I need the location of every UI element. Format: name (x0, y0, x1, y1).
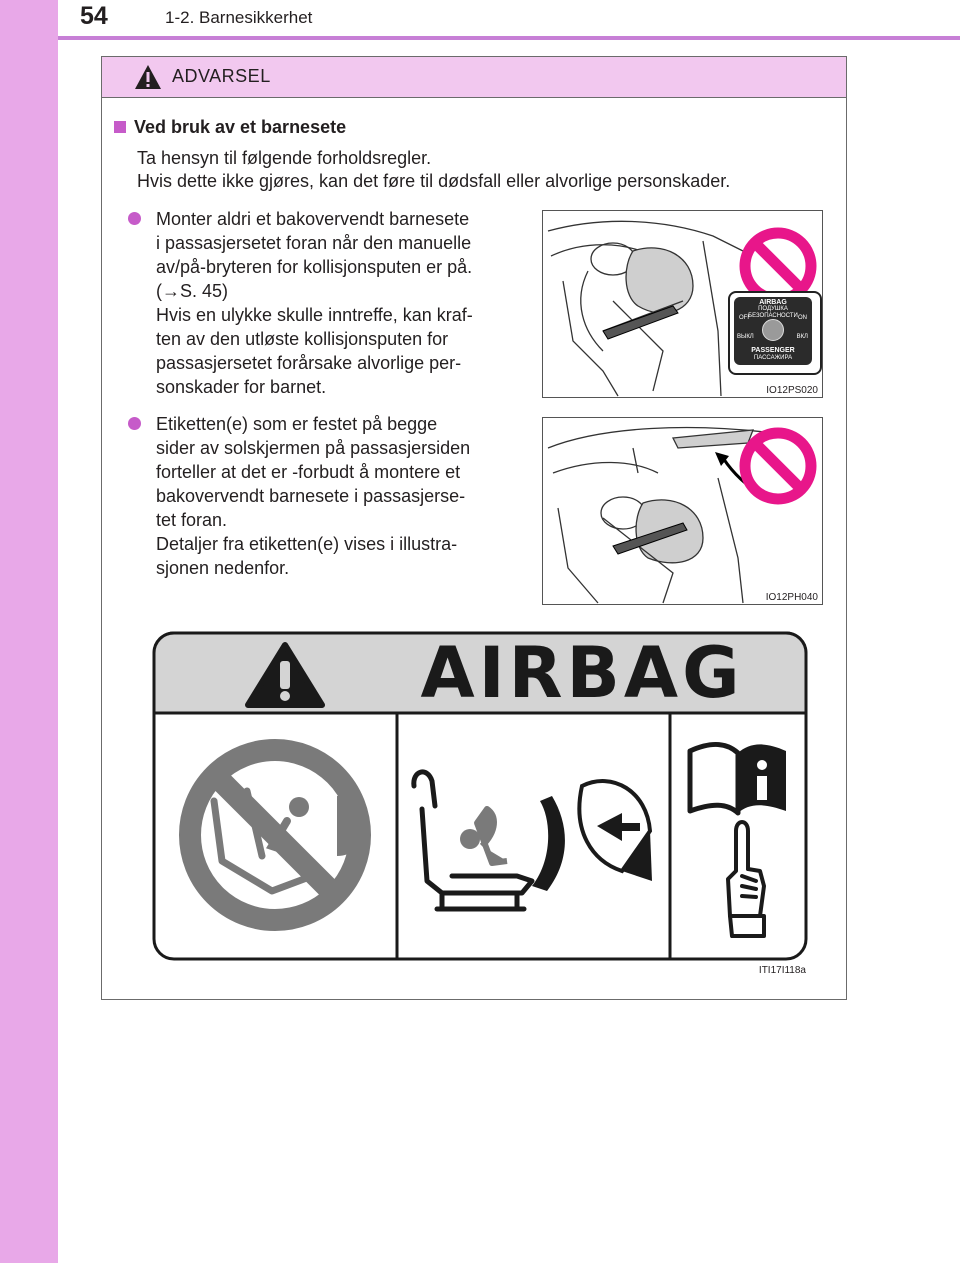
bullet-sunvisor-labels (128, 412, 523, 580)
bullet-rear-facing (128, 207, 523, 399)
switch-title: AIRBAG (759, 299, 787, 306)
switch-subtitle: ПОДУШКА БЕЗОПАСНОСТИ (748, 306, 798, 319)
bullet2-line: bakovervendt barnesete i passasjerse- (156, 486, 466, 506)
bullet1-line: ten av den utløste kollisjonsputen for (156, 329, 449, 349)
page-reference[interactable]: (→S. 45) (156, 281, 229, 301)
bullet2-line: sider av solskjermen på passasjersiden (156, 438, 471, 458)
side-tab (0, 0, 58, 1263)
switch-passenger: PASSENGER (751, 347, 795, 354)
figure-code: IO12PH040 (765, 592, 818, 603)
subheading: Ved bruk av et barnesete (114, 117, 346, 138)
figure-sunvisor (542, 417, 823, 605)
section-title: 1-2. Barnesikkerhet (165, 8, 313, 27)
switch-on-ru: ВКЛ (796, 334, 808, 340)
airbag-warning-label (152, 631, 808, 961)
switch-off: OFF (739, 315, 751, 321)
warning-box (101, 56, 847, 1000)
figure-rear-facing-seat (542, 210, 823, 398)
info-book-icon (690, 744, 786, 813)
switch-off-ru: ВЫКЛ (737, 334, 754, 340)
bullet1-line: i passasjersetet foran når den manuelle (156, 233, 472, 253)
intro-line-1: Ta hensyn til følgende forholdsregler. (137, 148, 432, 168)
switch-on: ON (798, 315, 807, 321)
round-bullet-icon (128, 212, 141, 225)
bullet1-line: Monter aldri et bakovervendt barnesete (156, 209, 470, 229)
warning-label: ADVARSEL (172, 66, 271, 86)
figure-code: ITI17I118a (758, 965, 806, 976)
warning-header (102, 57, 846, 98)
round-bullet-icon (128, 417, 141, 430)
intro-line-2: Hvis dette ikke gjøres, kan det føre til dødsfall eller alvorlige personskader. (137, 171, 731, 191)
prohibition-icon (738, 426, 818, 506)
bullet1-line: sonskader for barnet. (156, 377, 327, 397)
bullet2-line: forteller at det er -forbudt å montere et (156, 462, 461, 482)
header-rule (58, 36, 960, 40)
switch-passenger-ru: ПАССАЖИРА (753, 355, 793, 361)
figure-code: IO12PS020 (766, 385, 818, 396)
bullet2-line: Detaljer fra etiketten(e) vises i illustra- (156, 534, 458, 554)
page-number: 54 (80, 2, 108, 30)
bullet1-line: passasjersetet forårsake alvorlige per- (156, 353, 462, 373)
warning-triangle-icon (134, 64, 162, 90)
square-bullet-icon (114, 121, 126, 133)
airbag-switch (734, 297, 812, 365)
bullet1-line: av/på-bryteren for kollisjonsputen er på. (156, 257, 473, 277)
airbag-label-title: AIRBAG (420, 632, 744, 714)
bullet2-line: sjonen nedenfor. (156, 558, 290, 578)
bullet2-line: tet foran. (156, 510, 228, 530)
bullet2-line: Etiketten(e) som er festet på begge (156, 414, 438, 434)
airbag-switch-callout (728, 291, 822, 375)
bullet1-line: Hvis en ulykke skulle inntreffe, kan kraf- (156, 305, 473, 325)
switch-knob (762, 319, 784, 341)
